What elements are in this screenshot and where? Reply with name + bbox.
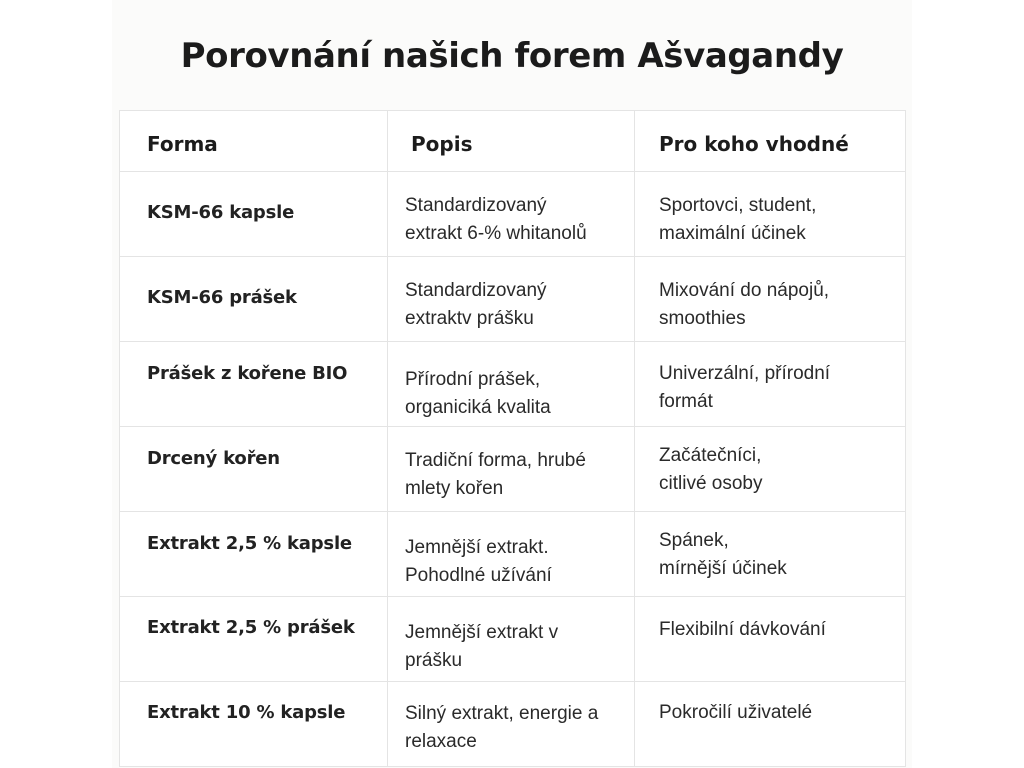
suitable-for-line: smoothies (659, 308, 746, 329)
page-title: Porovnání našich forem Ašvagandy (180, 36, 844, 76)
description-line: Silný extrakt, energie a (405, 703, 599, 724)
table-header-row (120, 111, 906, 172)
description-line: Standardizovaný (405, 195, 547, 216)
form-cell: Extrakt 2,5 % prášek (120, 597, 388, 681)
suitable-for-cell (635, 682, 906, 766)
form-cell: Extrakt 2,5 % kapsle (120, 512, 388, 596)
table-row (120, 172, 906, 257)
table-row (120, 512, 906, 597)
header-form: Forma (120, 111, 388, 171)
description-line: extrakt 6-% whitanolů (405, 223, 587, 244)
form-cell: Extrakt 10 % kapsle (120, 682, 388, 766)
suitable-for-line: Flexibilní dávkování (659, 619, 826, 640)
suitable-for-line: Začátečníci, (659, 445, 762, 466)
table-row (120, 257, 906, 342)
suitable-for-line: Univerzální, přírodní (659, 363, 831, 384)
suitable-for-cell (635, 512, 906, 596)
header-suitable-for: Pro koho vhodné (635, 111, 906, 171)
description-cell (388, 257, 635, 341)
description-line: organiciká kvalita (405, 397, 551, 418)
suitable-for-line: Mixování do nápojů, (659, 280, 830, 301)
suitable-for-line: citlivé osoby (659, 473, 763, 494)
table-row (120, 597, 906, 682)
description-line: Pohodlné užívání (405, 565, 552, 586)
suitable-for-cell (635, 257, 906, 341)
description-cell (388, 682, 635, 766)
description-line: Tradiční forma, hrubé (405, 450, 586, 471)
form-cell: KSM-66 prášek (120, 257, 388, 341)
comparison-table (119, 110, 906, 767)
table-row (120, 342, 906, 427)
description-cell (388, 172, 635, 256)
description-line: mlety kořen (405, 478, 504, 499)
suitable-for-cell (635, 342, 906, 426)
form-cell: KSM-66 kapsle (120, 172, 388, 256)
description-line: extraktv prášku (405, 308, 534, 329)
header-description: Popis (388, 111, 635, 171)
table-row (120, 427, 906, 512)
description-line: prášku (405, 650, 463, 671)
description-line: Standardizovaný (405, 280, 547, 301)
table-row (120, 682, 906, 767)
description-cell (388, 427, 635, 511)
suitable-for-line: mírnější účinek (659, 558, 787, 579)
suitable-for-cell (635, 597, 906, 681)
description-cell (388, 342, 635, 426)
suitable-for-line: Spánek, (659, 530, 729, 551)
form-cell: Prášek z kořene BIO (120, 342, 388, 426)
description-cell (388, 512, 635, 596)
suitable-for-line: Pokročilí uživatelé (659, 702, 813, 723)
suitable-for-cell (635, 172, 906, 256)
suitable-for-line: Sportovci, student, (659, 195, 817, 216)
description-line: Přírodní prášek, (405, 369, 541, 390)
suitable-for-cell (635, 427, 906, 511)
suitable-for-line: formát (659, 391, 713, 412)
suitable-for-line: maximální účinek (659, 223, 806, 244)
description-line: Jemnější extrakt. (405, 537, 549, 558)
form-cell: Drcený kořen (120, 427, 388, 511)
description-cell (388, 597, 635, 681)
description-line: relaxace (405, 731, 477, 752)
description-line: Jemnější extrakt v (405, 622, 559, 643)
